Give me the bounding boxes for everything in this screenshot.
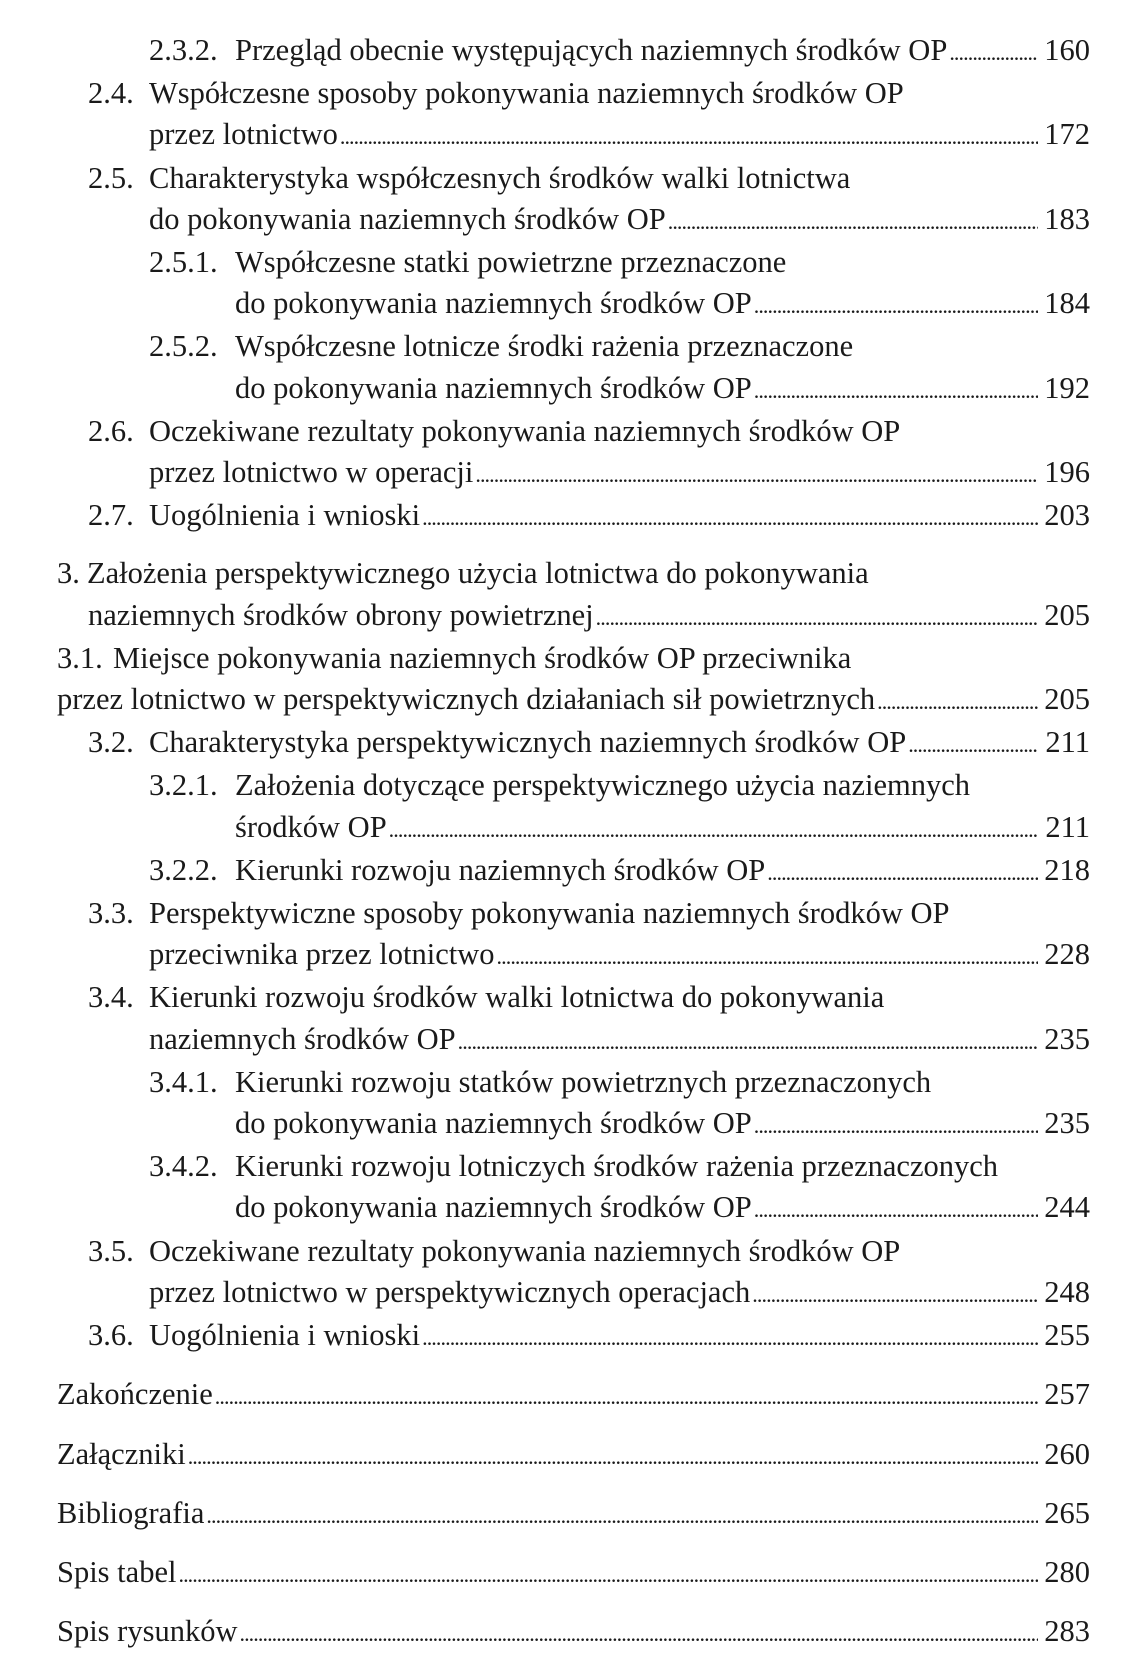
toc-entry-title-continued: naziemnych środków obrony powietrznej bbox=[88, 597, 594, 632]
toc-entry-3-5 bbox=[57, 1231, 1090, 1315]
toc-entry-title-continued: do pokonywania naziemnych środków OP bbox=[235, 1106, 752, 1141]
toc-entry-title-continued: do pokonywania naziemnych środków OP bbox=[149, 201, 666, 236]
toc-entry-title: Współczesne lotnicze środki rażenia przeznaczone bbox=[235, 329, 854, 364]
toc-entry-page: 244 bbox=[1044, 1190, 1090, 1225]
toc-entry-page: 211 bbox=[1045, 725, 1090, 760]
toc-entry-number: 2.5.2. bbox=[149, 329, 218, 364]
toc-entry-3-4-2 bbox=[57, 1146, 1090, 1230]
toc-entry-page: 248 bbox=[1044, 1274, 1090, 1309]
toc-entry-2-6 bbox=[57, 411, 1090, 495]
toc-entry-2-4 bbox=[57, 73, 1090, 157]
dot-leader bbox=[458, 1021, 1038, 1062]
dot-leader bbox=[188, 1436, 1038, 1477]
toc-entry-title: Spis rysunków bbox=[57, 1614, 238, 1649]
toc-entry-title: Bibliografia bbox=[57, 1495, 205, 1530]
toc-entry-title: Współczesne sposoby pokonywania naziemnych środków OP bbox=[149, 76, 904, 111]
toc-entry-title-continued: przez lotnictwo w perspektywicznych operacjach bbox=[149, 1274, 751, 1309]
toc-entry-spis-rysunkow bbox=[57, 1611, 1090, 1654]
dot-leader bbox=[908, 724, 1038, 765]
toc-entry-number: 2.3.2. bbox=[149, 33, 218, 67]
toc-entry-page: 211 bbox=[1045, 809, 1090, 844]
toc-entry-title: Charakterystyka perspektywicznych naziemnych środków OP bbox=[149, 725, 907, 760]
toc-entry-page: 235 bbox=[1044, 1106, 1090, 1141]
toc-entry-number: 3.2. bbox=[88, 725, 134, 760]
toc-entry-page: 205 bbox=[1044, 682, 1090, 717]
toc-entry-title-continued: przez lotnictwo w perspektywicznych działaniach sił powietrznych bbox=[57, 682, 876, 717]
dot-leader bbox=[754, 1189, 1038, 1230]
table-of-contents bbox=[57, 30, 1090, 1654]
toc-entry-3-3 bbox=[57, 893, 1090, 977]
toc-entry-page: 203 bbox=[1044, 498, 1090, 533]
toc-entry-number: 2.4. bbox=[88, 76, 134, 111]
toc-entry-number: 3.4.2. bbox=[149, 1149, 218, 1184]
toc-entry-title-continued: środków OP bbox=[235, 809, 387, 844]
toc-entry-title: Oczekiwane rezultaty pokonywania naziemnych środków OP bbox=[149, 1233, 901, 1268]
toc-entry-number: 2.7. bbox=[88, 498, 134, 533]
dot-leader bbox=[877, 681, 1038, 722]
dot-leader bbox=[475, 454, 1038, 495]
toc-entry-3-6 bbox=[57, 1315, 1090, 1358]
toc-entry-3-4 bbox=[57, 977, 1090, 1061]
dot-leader bbox=[949, 32, 1038, 73]
toc-entry-number: 2.5. bbox=[88, 160, 134, 195]
toc-entry-title: Zakończenie bbox=[57, 1377, 213, 1412]
toc-entry-title: Miejsce pokonywania naziemnych środków OP przeciwnika bbox=[113, 640, 852, 675]
toc-entry-3-1 bbox=[57, 638, 1090, 722]
toc-entry-page: 172 bbox=[1044, 117, 1090, 152]
toc-entry-title: Założenia dotyczące perspektywicznego użycia naziemnych bbox=[235, 768, 971, 803]
toc-entry-page: 265 bbox=[1044, 1495, 1090, 1530]
toc-entry-2-5-1 bbox=[57, 242, 1090, 326]
dot-leader bbox=[422, 497, 1038, 538]
toc-entry-page: 228 bbox=[1044, 937, 1090, 972]
toc-entry-page: 183 bbox=[1044, 201, 1090, 236]
dot-leader bbox=[239, 1613, 1038, 1654]
toc-entry-title-continued: do pokonywania naziemnych środków OP bbox=[235, 370, 752, 405]
dot-leader bbox=[389, 809, 1038, 850]
toc-entry-page: 196 bbox=[1044, 455, 1090, 490]
dot-leader bbox=[752, 1274, 1038, 1315]
toc-entry-title: Uogólnienia i wnioski bbox=[149, 1318, 421, 1353]
dot-leader bbox=[340, 116, 1038, 157]
toc-entry-number: 3. bbox=[57, 556, 80, 591]
toc-entry-3-2-2 bbox=[57, 850, 1090, 893]
toc-entry-title-continued: przeciwnika przez lotnictwo bbox=[149, 937, 495, 972]
toc-entry-title-continued: do pokonywania naziemnych środków OP bbox=[235, 1190, 752, 1225]
toc-entry-number: 2.6. bbox=[88, 413, 134, 448]
toc-entry-title: Kierunki rozwoju statków powietrznych przeznaczonych bbox=[235, 1064, 932, 1099]
toc-entry-number: 3.1. bbox=[57, 640, 103, 675]
toc-entry-3 bbox=[57, 553, 1090, 637]
toc-entry-page: 205 bbox=[1044, 597, 1090, 632]
toc-entry-title: Uogólnienia i wnioski bbox=[149, 498, 421, 533]
dot-leader bbox=[206, 1495, 1038, 1536]
toc-entry-page: 160 bbox=[1044, 33, 1090, 67]
toc-entry-page: 192 bbox=[1044, 370, 1090, 405]
dot-leader bbox=[215, 1376, 1038, 1417]
toc-entry-number: 3.3. bbox=[88, 896, 134, 931]
toc-entry-page: 257 bbox=[1044, 1377, 1090, 1412]
toc-entry-number: 3.6. bbox=[88, 1318, 134, 1353]
toc-entry-spis-tabel bbox=[57, 1552, 1090, 1595]
toc-entry-page: 283 bbox=[1044, 1614, 1090, 1649]
toc-entry-3-2-1 bbox=[57, 765, 1090, 849]
dot-leader bbox=[497, 936, 1038, 977]
toc-entry-page: 235 bbox=[1044, 1021, 1090, 1056]
toc-entry-page: 260 bbox=[1044, 1436, 1090, 1471]
toc-entry-number: 3.2.1. bbox=[149, 768, 218, 803]
toc-entry-2-3-2 bbox=[57, 30, 1090, 73]
dot-leader bbox=[754, 370, 1038, 411]
toc-entry-title: Spis tabel bbox=[57, 1554, 177, 1589]
toc-entry-title: Charakterystyka współczesnych środków walki lotnictwa bbox=[149, 160, 851, 195]
toc-entry-title: Perspektywiczne sposoby pokonywania naziemnych środków OP bbox=[149, 896, 950, 931]
toc-entry-3-4-1 bbox=[57, 1062, 1090, 1146]
toc-entry-2-7 bbox=[57, 495, 1090, 538]
toc-entry-title: Współczesne statki powietrzne przeznaczone bbox=[235, 245, 787, 280]
toc-entry-number: 3.4. bbox=[88, 980, 134, 1015]
toc-entry-number: 2.5.1. bbox=[149, 245, 218, 280]
toc-entry-zakonczenie bbox=[57, 1374, 1090, 1417]
toc-entry-title: Załączniki bbox=[57, 1436, 186, 1471]
toc-entry-title: Przegląd obecnie występujących naziemnych środków OP bbox=[235, 33, 948, 67]
dot-leader bbox=[767, 852, 1038, 893]
dot-leader bbox=[754, 1105, 1038, 1146]
toc-entry-title-continued: do pokonywania naziemnych środków OP bbox=[235, 286, 752, 321]
toc-entry-3-2 bbox=[57, 722, 1090, 765]
toc-entry-page: 280 bbox=[1044, 1554, 1090, 1589]
toc-entry-title: Oczekiwane rezultaty pokonywania naziemnych środków OP bbox=[149, 413, 901, 448]
toc-entry-title: Założenia perspektywicznego użycia lotnictwa do pokonywania bbox=[87, 556, 869, 591]
toc-entry-bibliografia bbox=[57, 1493, 1090, 1536]
toc-entry-title: Kierunki rozwoju naziemnych środków OP bbox=[235, 852, 766, 887]
dot-leader bbox=[754, 285, 1038, 326]
toc-entry-zalaczniki bbox=[57, 1434, 1090, 1477]
toc-entry-title-continued: przez lotnictwo bbox=[149, 117, 338, 152]
dot-leader bbox=[668, 201, 1038, 242]
toc-entry-2-5-2 bbox=[57, 326, 1090, 410]
toc-entry-title: Kierunki rozwoju lotniczych środków rażenia przeznaczonych bbox=[235, 1149, 999, 1184]
dot-leader bbox=[596, 597, 1038, 638]
dot-leader bbox=[178, 1554, 1038, 1595]
toc-entry-page: 255 bbox=[1044, 1318, 1090, 1353]
toc-entry-page: 218 bbox=[1044, 852, 1090, 887]
toc-entry-number: 3.5. bbox=[88, 1233, 134, 1268]
toc-entry-title: Kierunki rozwoju środków walki lotnictwa do pokonywania bbox=[149, 980, 885, 1015]
dot-leader bbox=[422, 1317, 1038, 1358]
toc-entry-page: 184 bbox=[1044, 286, 1090, 321]
toc-entry-title-continued: przez lotnictwo w operacji bbox=[149, 455, 474, 490]
toc-entry-number: 3.4.1. bbox=[149, 1064, 218, 1099]
toc-entry-title-continued: naziemnych środków OP bbox=[149, 1021, 456, 1056]
toc-entry-number: 3.2.2. bbox=[149, 852, 218, 887]
toc-entry-2-5 bbox=[57, 158, 1090, 242]
